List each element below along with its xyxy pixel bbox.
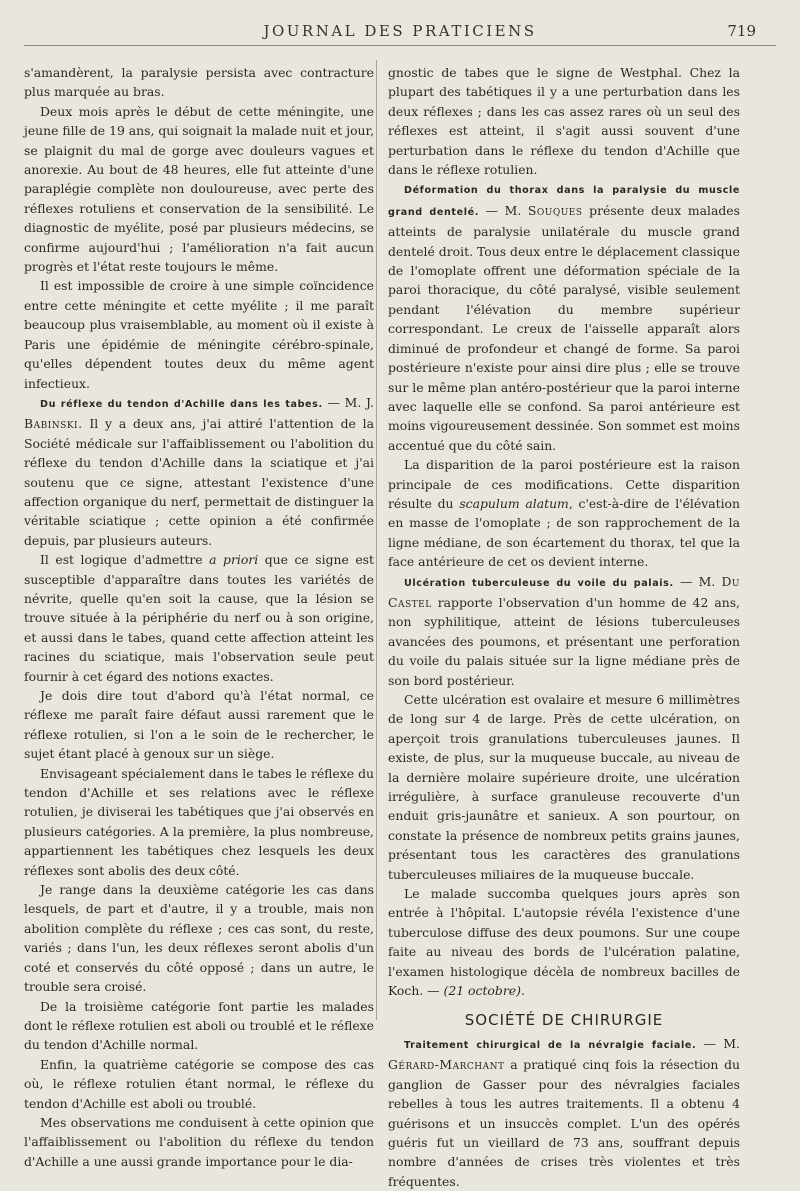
author-name: Souques [527, 202, 583, 218]
paragraph: Enfin, la quatrième catégorie se compose des cas où, le réflexe rotulien étant normal, le réflexe du tendon d'Achille est aboli ou troublé. [24, 1056, 374, 1111]
right-column [388, 63, 740, 1191]
paragraph: gnostic de tabes que le signe de Westphal. Chez la plupart des tabétiques il y a une perturbation dans les deux réflexes ; dans les cas assez rares où un seul des réflexes est atteint, il s'agit aussi souvent d'une perturbation dans le réflexe du tendon d'Achille que dans le réflexe rotulien. [388, 65, 740, 178]
author-name: Du Castel [388, 573, 740, 610]
author-name: Babinski. [24, 416, 83, 432]
article-heading: Du réflexe du tendon d'Achille dans les tabes. [40, 398, 323, 410]
paragraph: Je dois dire tout d'abord qu'à l'état normal, ce réflexe me paraît faire défaut aussi rarement que le réflexe rotulien, si l'on a le soin de le rechercher, le sujet étant placé à genoux sur un siège. [24, 688, 374, 762]
italic-term: a priori [209, 552, 259, 568]
paragraph: Cette ulcération est ovalaire et mesure 6 millimètres de long sur 4 de large. Près de cette ulcération, on aperçoit trois granulations tuberculeuses jaunes. Il existe, de plus, sur la muqueuse buccale, au niveau de la dernière molaire supérieure droite, une ulcération irrégulière, à surface granuleuse recouverte d'un enduit gris-jaunâtre et sanieux. A son pourtour, on constate la présence de nombreux petits grains jaunes, présentant tous les caractères des granulations tuberculeuses miliaires de la muqueuse buccale. [388, 692, 740, 882]
page-number: 719 [727, 22, 756, 40]
article-heading: Traitement chirurgical de la névralgie faciale. [404, 1039, 697, 1051]
section-title: SOCIÉTÉ DE CHIRURGIE [464, 1010, 664, 1029]
paragraph: Ulcération tuberculeuse du voile du palais. — M. Du Castel rapporte l'observation d'un homme de 42 ans, non syphilitique, atteint de lésions tuberculeuses avancées des poumons, et présentant une perforation du voile du palais située sur la ligne médiane près de son bord postérieur. [388, 573, 740, 688]
paragraph: La disparition de la paroi postérieure est la raison principale de ces modifications. Cette disparition résulte du scapulum alatum, c'est-à-dire de l'élévation en masse de l'omoplate ; de son rapprochement de la ligne médiane, de son écartement du thorax, tel que la face antérieure de cet os devient interne. [388, 457, 740, 570]
paragraph: De la troisième catégorie font partie les malades dont le réflexe rotulien est aboli ou troublé et le réflexe du tendon d'Achille normal. [24, 998, 374, 1053]
journal-title: JOURNAL DES PRATICIENS [263, 22, 537, 40]
page-header [0, 22, 800, 42]
article-heading: Déformation du thorax dans la paralysie du muscle grand dentelé. [388, 185, 740, 218]
paragraph: Deux mois après le début de cette méningite, une jeune fille de 19 ans, qui soignait la malade nuit et jour, se plaignit du mal de gorge avec douleurs vagues et anorexie. Au bout de 48 heures, elle fut atteinte d'une paraplégie complète non douloureuse, avec perte des réflexes rotuliens et conservation de la sensibilité. Le diagnostic de myélite, posé par plusieurs médecins, se confirme aujourd'hui ; l'amélioration n'a fait aucun progrès et l'état reste toujours le même. [24, 103, 375, 275]
paragraph: Il est logique d'admettre a priori que ce signe est susceptible d'apparaître dans toutes les variétés de névrite, quelle qu'en soit la cause, que la lésion se trouve située à la périphérie du nerf ou à son origine, et aussi dans le tabes, quand cette affection atteint les racines du sciatique, mais l'observation seule peut fournir à cet égard des notions exactes. [24, 552, 374, 684]
paragraph: Je range dans la deuxième catégorie les cas dans lesquels, de part et d'autre, il y a trouble, mais non abolition complète du réflexe ; ces cas sont, du reste, variés ; dans l'un, les deux réflexes seront abolis d'un coté et conservés du côté opposé ; dans un autre, le trouble sera croisé. [24, 882, 374, 995]
author-name: Gérard-Marchant [388, 1057, 505, 1073]
session-date: (21 octobre). [443, 983, 525, 999]
italic-term: scapulum alatum [459, 495, 569, 511]
paragraph: s'amandèrent, la paralysie persista avec contracture plus marquée au bras. [24, 65, 374, 100]
column-divider [376, 60, 377, 1020]
paragraph: Déformation du thorax dans la paralysie du muscle grand dentelé. — M. Souques présente deux malades atteints de paralysie unilatérale du muscle grand dentelé droit. Tous deux entre le déplacement classique de l'omoplate offrent une déformation spéciale de la paroi thoracique, du côté paralysé, visible seulement pendant l'élévation du membre supérieur correspondant. Le creux de l'aisselle apparaît alors diminué de profondeur et changé de forme. Sa paroi postérieure n'existe pour ainsi dire plus ; elle se trouve sur le même plan antéro-postérieur que la paroi interne avec laquelle elle se confond. Sa paroi antérieure est moins vigoureusement dessinée. Son sommet est moins accentué que du côté sain. [388, 185, 740, 453]
article-heading: Ulcération tuberculeuse du voile du palais. [404, 577, 674, 589]
paragraph: Traitement chirurgical de la névralgie faciale. — M. Gérard-Marchant a pratiqué cinq fois la résection du ganglion de Gasser pour des névralgies faciales rebelles à tous les autres traitements. Il a obtenu 4 guérisons et un insuccès complet. L'un des opérés guéris fut un vieillard de 73 ans, souffrant depuis nombre d'années de crises très violentes et très fréquentes. [388, 1035, 740, 1189]
paragraph: Il est impossible de croire à une simple coïncidence entre cette méningite et cette myélite ; il me paraît beaucoup plus vraisemblable, au moment où il existe à Paris une épidémie de méningite cérébro-spinale, qu'elles dépendent toutes deux du même agent infectieux. [24, 278, 374, 391]
paragraph: Le malade succomba quelques jours après son entrée à l'hôpital. L'autopsie révéla l'existence d'une tuberculose diffuse des deux poumons. Sur une coupe faite au niveau des bords de l'ulcération palatine, l'examen histologique décèla de nombreux bacilles de Koch. — (21 octobre). [388, 886, 740, 999]
paragraph: Envisageant spécialement dans le tabes le réflexe du tendon d'Achille et ses relations avec le réflexe rotulien, je diviserai les tabétiques que j'ai observés en plusieurs catégories. A la première, la plus nombreuse, appartiennent les tabétiques chez lesquels les deux réflexes sont abolis des deux côté. [24, 765, 374, 878]
header-rule [24, 45, 776, 46]
left-column [24, 63, 374, 1171]
paragraph: Du réflexe du tendon d'Achille dans les tabes. — M. J. Babinski. Il y a deux ans, j'ai attiré l'attention de la Société médicale sur l'affaiblissement ou l'abolition du réflexe du tendon d'Achille dans la sciatique et j'ai soutenu que ce signe, attestant l'existence d'une affection organique du nerf, permettait de distinguer la véritable sciatique ; cette opinion a été confirmée depuis, par plusieurs auteurs. [24, 394, 374, 548]
paragraph: Mes observations me conduisent à cette opinion que l'affaiblissement ou l'abolition du réflexe du tendon d'Achille a une aussi grande importance pour le dia- [24, 1114, 374, 1169]
